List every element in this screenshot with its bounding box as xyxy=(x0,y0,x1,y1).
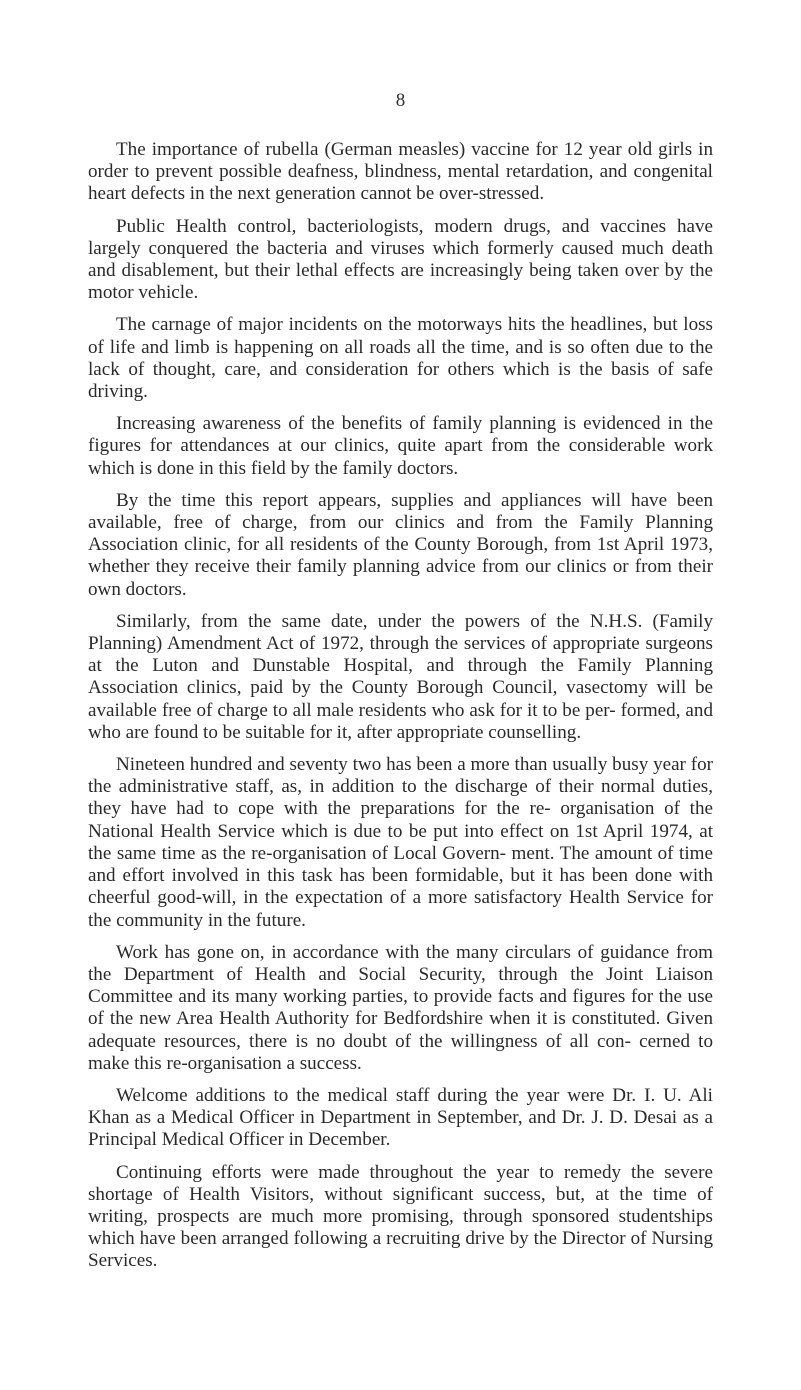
paragraph-administrative-staff: Nineteen hundred and seventy two has been a more than usually busy year for the administrative staff, as, in addition to the discharge of their normal duties, they have had to cope with the preparations for the re- organisation of the National Health Service which is due to be put into effect on 1st April 1974, at the same time as the re-organisation of Local Govern- ment. The amount of time and effort involved in this task has been formidable, but it has been done with cheerful good-will, in the expectation of a more satisfactory Health Service for the community in the future. xyxy=(88,754,713,931)
paragraph-health-visitors-shortage: Continuing efforts were made throughout the year to remedy the severe shortage of Health Visitors, without significant success, but, at the time of writing, prospects are much more promising, through sponsored studentships which have been arranged following a recruiting drive by the Director of Nursing Services. xyxy=(88,1161,713,1272)
paragraph-joint-liaison-committee: Work has gone on, in accordance with the many circulars of guidance from the Department of Health and Social Security, through the Joint Liaison Committee and its many working parties, to provide facts and figures for the use of the new Area Health Authority for Bedfordshire when it is constituted. Given adequate resources, there is no doubt of the willingness of all con- cerned to make this re-organisation a success. xyxy=(88,941,713,1074)
page-number: 8 xyxy=(395,90,406,111)
paragraph-family-planning-supplies: By the time this report appears, supplies and appliances will have been available, free of charge, from our clinics and from the Family Planning Association clinic, for all residents of the County Borough, from 1st April 1973, whether they receive their family planning advice from our clinics or from their own doctors. xyxy=(88,489,713,600)
paragraph-public-health-control: Public Health control, bacteriologists, modern drugs, and vaccines have largely conquered the bacteria and viruses which formerly caused much death and disablement, but their lethal effects are increasingly being taken over by the motor vehicle. xyxy=(88,215,713,304)
paragraph-vasectomy-services: Similarly, from the same date, under the powers of the N.H.S. (Family Planning) Amendment Act of 1972, through the services of appropriate surgeons at the Luton and Dunstable Hospital, and through the Family Planning Association clinics, paid by the County Borough Council, vasectomy will be available free of charge to all male residents who ask for it to be per- formed, and who are found to be suitable for it, after appropriate counselling. xyxy=(88,610,713,743)
paragraph-motorway-carnage: The carnage of major incidents on the motorways hits the headlines, but loss of life and limb is happening on all roads all the time, and is so often due to the lack of thought, care, and consideration for others which is the basis of safe driving. xyxy=(88,314,713,403)
paragraph-rubella-vaccine: The importance of rubella (German measles) vaccine for 12 year old girls in order to prevent possible deafness, blindness, mental retardation, and congenital heart defects in the next generation cannot be over-stressed. xyxy=(88,139,713,205)
paragraph-medical-staff-additions: Welcome additions to the medical staff during the year were Dr. I. U. Ali Khan as a Medical Officer in Department in September, and Dr. J. D. Desai as a Principal Medical Officer in December. xyxy=(88,1084,713,1151)
paragraph-family-planning-awareness: Increasing awareness of the benefits of family planning is evidenced in the figures for attendances at our clinics, quite apart from the considerable work which is done in this field by the family doctors. xyxy=(88,413,713,479)
body-text xyxy=(88,139,713,1283)
